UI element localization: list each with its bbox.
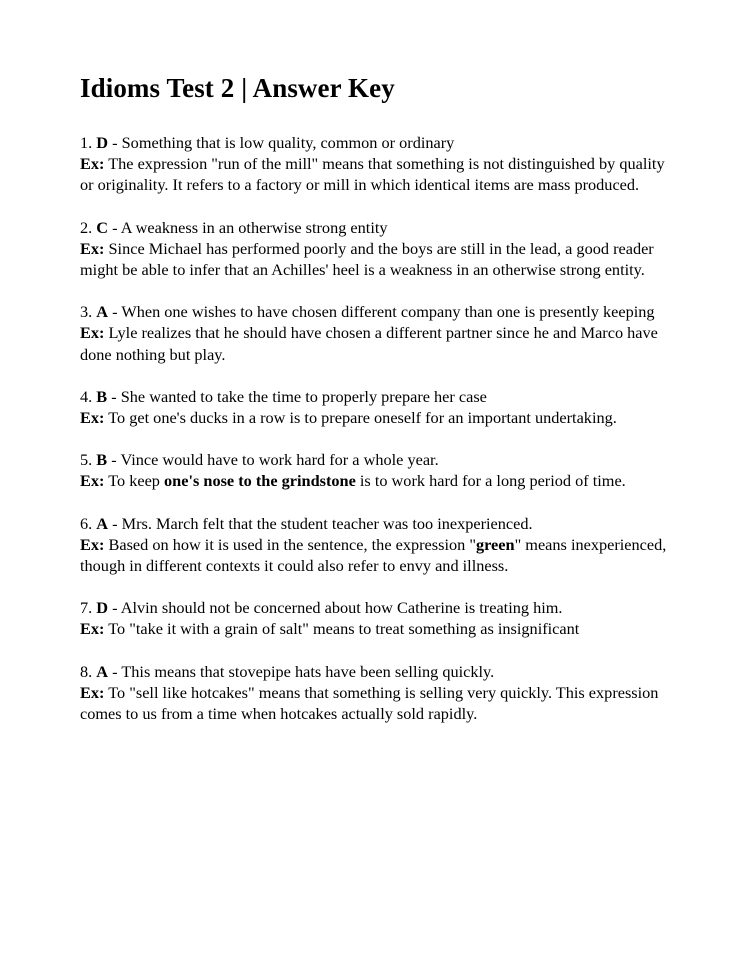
answer-text: - Alvin should not be concerned about how Catherine is treating him. <box>108 598 563 618</box>
answer-letter: A <box>96 302 109 322</box>
answer-letter: B <box>96 386 108 406</box>
answer-item-7 <box>80 597 672 639</box>
answer-line <box>80 301 672 322</box>
explanation <box>80 618 672 639</box>
answer-letter: A <box>96 661 109 681</box>
explanation <box>80 470 672 491</box>
explanation-text: Based on how it is used in the sentence, the expression " <box>104 534 476 554</box>
answer-line <box>80 597 672 618</box>
item-number: 6. <box>80 513 93 533</box>
answer-line <box>80 217 672 238</box>
explanation-text-end: " means inexperienced, though in different contexts it could also refer to envy and illness. <box>80 534 667 576</box>
idiom-highlight: green <box>475 534 515 554</box>
explanation <box>80 238 672 280</box>
answer-text: - She wanted to take the time to properly prepare her case <box>107 386 487 406</box>
answer-text: - Something that is low quality, common or ordinary <box>108 133 455 152</box>
answer-item-2 <box>80 217 672 281</box>
explanation-text: To get one's ducks in a row is to prepare oneself for an important undertaking. <box>104 408 617 428</box>
item-number: 8. <box>80 661 93 681</box>
explanation-text: To keep <box>104 471 165 491</box>
ex-label: Ex: <box>80 619 105 639</box>
answer-item-8 <box>80 661 672 725</box>
ex-label: Ex: <box>80 682 105 702</box>
item-number: 5. <box>80 450 93 470</box>
explanation <box>80 682 672 724</box>
answer-list <box>80 132 672 724</box>
answer-key-page <box>80 72 672 745</box>
answer-item-5 <box>80 449 672 491</box>
ex-label: Ex: <box>80 323 105 343</box>
answer-letter: C <box>96 217 109 237</box>
answer-line <box>80 386 672 407</box>
item-number: 2. <box>80 217 93 237</box>
explanation-text: Lyle realizes that he should have chosen a different partner since he and Marco have done nothing but play. <box>80 323 658 364</box>
answer-text: - Vince would have to work hard for a whole year. <box>107 450 439 470</box>
explanation-text-end: is to work hard for a long period of time. <box>355 471 626 491</box>
answer-line <box>80 513 672 534</box>
explanation-text: To "take it with a grain of salt" means to treat something as insignificant <box>104 619 580 639</box>
idiom-highlight: one's nose to the grindstone <box>164 471 356 491</box>
answer-letter: D <box>96 133 109 152</box>
answer-text: - A weakness in an otherwise strong entity <box>108 217 388 237</box>
ex-label: Ex: <box>80 534 105 554</box>
answer-line <box>80 449 672 470</box>
item-number: 3. <box>80 302 93 322</box>
item-number: 4. <box>80 386 93 406</box>
answer-item-6 <box>80 513 672 577</box>
answer-letter: A <box>96 513 109 533</box>
explanation <box>80 153 672 195</box>
answer-text: - Mrs. March felt that the student teacher was too inexperienced. <box>108 513 533 533</box>
explanation <box>80 407 672 428</box>
answer-letter: D <box>96 598 109 618</box>
answer-item-4 <box>80 386 672 428</box>
explanation-text: To "sell like hotcakes" means that something is selling very quickly. This expression comes to us from a time when hotcakes actually sold rapidly. <box>80 682 659 724</box>
item-number: 1. <box>80 133 93 152</box>
page-title: Idioms Test 2 | Answer Key <box>80 73 395 103</box>
explanation <box>80 322 672 364</box>
answer-item-1 <box>80 132 672 196</box>
ex-label: Ex: <box>80 154 105 174</box>
ex-label: Ex: <box>80 471 105 491</box>
answer-text: - This means that stovepipe hats have been selling quickly. <box>108 661 495 681</box>
explanation-text: The expression "run of the mill" means that something is not distinguished by quality or originality. It refers to a factory or mill in which identical items are mass produced. <box>80 154 665 195</box>
ex-label: Ex: <box>80 238 105 258</box>
ex-label: Ex: <box>80 408 105 428</box>
answer-item-3 <box>80 301 672 365</box>
explanation <box>80 534 672 576</box>
answer-text: - When one wishes to have chosen different company than one is presently keeping <box>108 302 655 322</box>
answer-line <box>80 132 672 153</box>
explanation-text: Since Michael has performed poorly and the boys are still in the lead, a good reader might be able to infer that an Achilles' heel is a weakness in an otherwise strong entity. <box>80 238 654 280</box>
answer-letter: B <box>96 450 108 470</box>
item-number: 7. <box>80 598 93 618</box>
answer-line <box>80 661 672 682</box>
